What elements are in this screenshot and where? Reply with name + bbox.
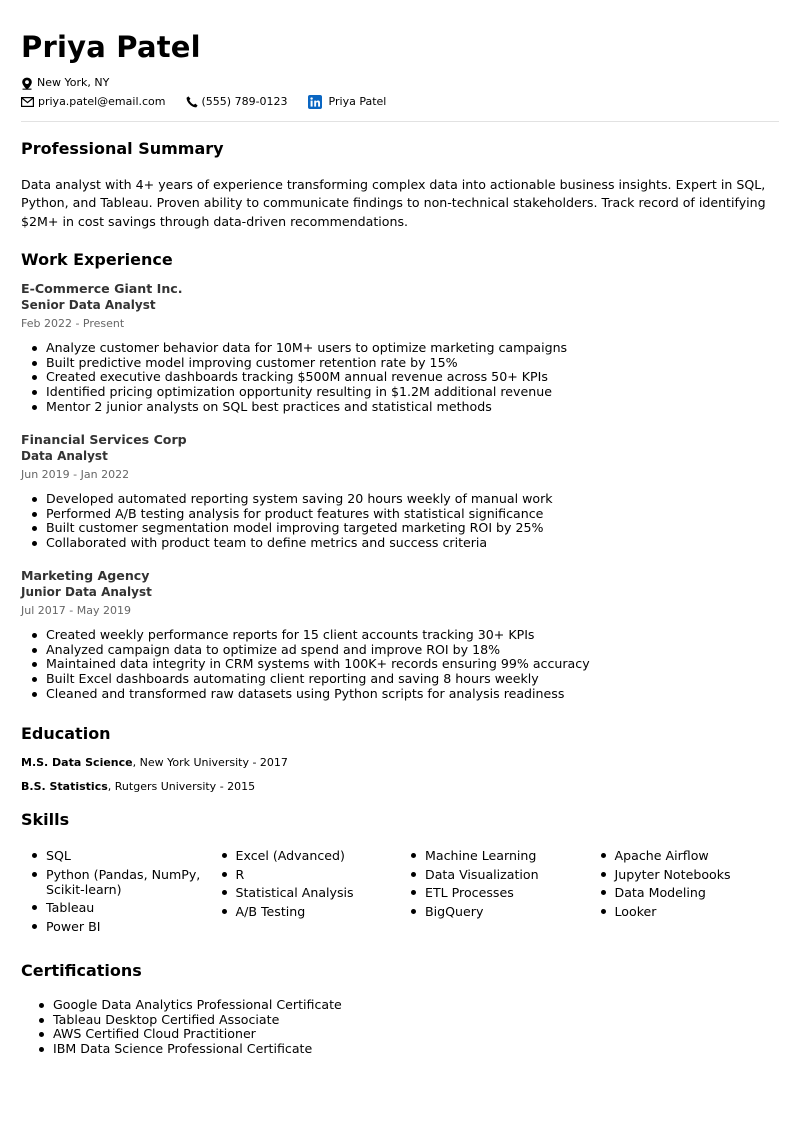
phone-item[interactable] xyxy=(186,94,288,110)
job-entry xyxy=(21,567,779,702)
phone-link[interactable]: (555) 789-0123 xyxy=(201,95,288,108)
job-bullet: Created weekly performance reports for 15 client accounts tracking 30+ KPIs xyxy=(21,628,779,643)
skill-item: Power BI xyxy=(21,919,211,934)
certifications-list xyxy=(28,998,342,1057)
job-bullet: Built predictive model improving customer retention rate by 15% xyxy=(21,356,779,371)
job-bullet: Collaborated with product team to define metrics and success criteria xyxy=(21,536,779,551)
education-heading: Education xyxy=(21,724,111,743)
education-degree: M.S. Data Science xyxy=(21,756,133,769)
job-bullets xyxy=(21,492,779,551)
job-bullet: Built customer segmentation model improving targeted marketing ROI by 25% xyxy=(21,521,779,536)
candidate-name: Priya Patel xyxy=(21,30,201,64)
job-dates: Feb 2022 - Present xyxy=(21,317,125,330)
skills-column xyxy=(21,848,211,938)
skill-item: R xyxy=(211,867,401,882)
job-bullet: Created executive dashboards tracking $500M annual revenue across 50+ KPIs xyxy=(21,370,779,385)
skill-item: Machine Learning xyxy=(400,848,590,863)
skill-item: Data Modeling xyxy=(590,885,780,900)
certification-item: IBM Data Science Professional Certificate xyxy=(28,1042,342,1057)
job-company: Marketing Agency xyxy=(21,568,150,583)
education-detail: , New York University - 2017 xyxy=(132,756,288,769)
job-bullet: Analyzed campaign data to optimize ad spend and improve ROI by 18% xyxy=(21,643,779,658)
skill-item: Apache Airflow xyxy=(590,848,780,863)
job-title: Data Analyst xyxy=(21,449,108,463)
skill-item: ETL Processes xyxy=(400,885,590,900)
linkedin-link[interactable]: Priya Patel xyxy=(328,95,387,108)
education-entry xyxy=(21,779,255,795)
skill-item: Tableau xyxy=(21,900,211,915)
job-company: Financial Services Corp xyxy=(21,432,187,447)
envelope-icon xyxy=(21,97,34,107)
header-divider xyxy=(21,121,779,122)
certification-item: AWS Certified Cloud Practitioner xyxy=(28,1027,342,1042)
job-bullet: Cleaned and transformed raw datasets using Python scripts for analysis readiness xyxy=(21,687,779,702)
job-entry xyxy=(21,280,779,415)
skills-column xyxy=(400,848,590,938)
skill-item: BigQuery xyxy=(400,904,590,919)
linkedin-icon xyxy=(308,95,322,109)
skills-grid xyxy=(21,848,779,938)
education-degree: B.S. Statistics xyxy=(21,780,108,793)
skills-heading: Skills xyxy=(21,810,70,829)
email-link[interactable]: priya.patel@email.com xyxy=(38,95,166,108)
skill-item: SQL xyxy=(21,848,211,863)
certification-item: Google Data Analytics Professional Certificate xyxy=(28,998,342,1013)
certification-item: Tableau Desktop Certified Associate xyxy=(28,1013,342,1028)
skill-item: Jupyter Notebooks xyxy=(590,867,780,882)
job-company: E-Commerce Giant Inc. xyxy=(21,281,183,296)
job-bullet: Mentor 2 junior analysts on SQL best practices and statistical methods xyxy=(21,400,779,415)
contact-row-links xyxy=(21,94,406,110)
job-bullet: Analyze customer behavior data for 10M+ users to optimize marketing campaigns xyxy=(21,341,779,356)
email-item[interactable] xyxy=(21,94,166,110)
experience-heading: Work Experience xyxy=(21,250,173,269)
location-text: New York, NY xyxy=(37,76,110,89)
job-bullet: Developed automated reporting system saving 20 hours weekly of manual work xyxy=(21,492,779,507)
job-bullet: Built Excel dashboards automating client reporting and saving 8 hours weekly xyxy=(21,672,779,687)
skill-item: A/B Testing xyxy=(211,904,401,919)
summary-text: Data analyst with 4+ years of experience transforming complex data into actionable business insights. Expert in SQL, Python, and Tableau. Proven ability to communicate findings to non-technical stakeholders. Track record of identifying $2M+ in cost savings through data-driven recommendations. xyxy=(21,177,766,229)
linkedin-item[interactable] xyxy=(308,94,387,110)
job-bullet: Performed A/B testing analysis for product features with statistical significance xyxy=(21,507,779,522)
location-item xyxy=(21,75,109,91)
location-pin-icon xyxy=(21,77,33,90)
job-bullet: Maintained data integrity in CRM systems with 100K+ records ensuring 99% accuracy xyxy=(21,657,779,672)
job-dates: Jun 2019 - Jan 2022 xyxy=(21,468,130,481)
job-bullets xyxy=(21,341,779,415)
job-bullet: Identified pricing optimization opportunity resulting in $1.2M additional revenue xyxy=(21,385,779,400)
phone-icon xyxy=(186,96,198,108)
contact-row-location xyxy=(21,75,129,91)
skills-column xyxy=(590,848,780,938)
job-dates: Jul 2017 - May 2019 xyxy=(21,604,131,617)
skill-item: Python (Pandas, NumPy, Scikit-learn) xyxy=(21,867,211,897)
education-detail: , Rutgers University - 2015 xyxy=(107,780,256,793)
job-bullets xyxy=(21,628,779,702)
job-title: Senior Data Analyst xyxy=(21,298,156,312)
skill-item: Excel (Advanced) xyxy=(211,848,401,863)
skill-item: Looker xyxy=(590,904,780,919)
skills-column xyxy=(211,848,401,938)
job-title: Junior Data Analyst xyxy=(21,585,152,599)
skill-item: Data Visualization xyxy=(400,867,590,882)
job-entry xyxy=(21,431,779,551)
summary-heading: Professional Summary xyxy=(21,139,224,158)
education-entry xyxy=(21,755,288,771)
skill-item: Statistical Analysis xyxy=(211,885,401,900)
certifications-heading: Certifications xyxy=(21,961,142,980)
